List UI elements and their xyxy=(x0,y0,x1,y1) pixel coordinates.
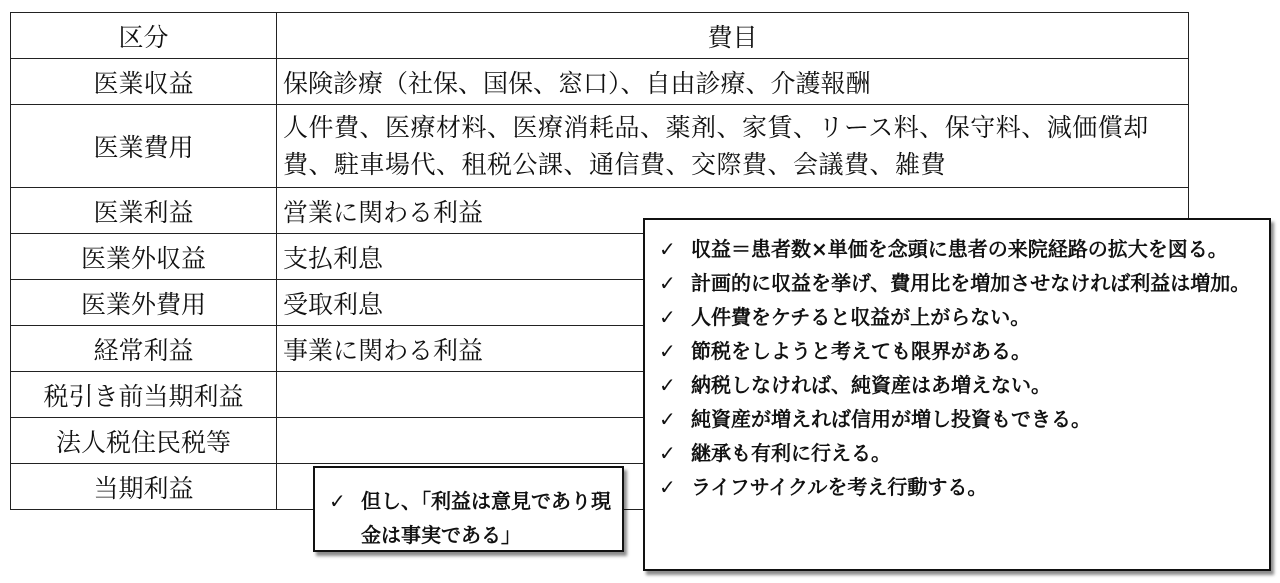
row-items: 支払利息 xyxy=(277,234,1189,280)
row-items: 事業に関わる利益 xyxy=(277,326,1189,372)
checkmark-icon: ✓ xyxy=(659,475,676,499)
row-category: 当期利益 xyxy=(11,464,277,510)
row-category: 税引き前当期利益 xyxy=(11,372,277,418)
note-text: 収益＝患者数×単価を念頭に患者の来院経路の拡大を図る。 xyxy=(691,237,1228,261)
header-category: 区分 xyxy=(11,13,277,59)
note-item xyxy=(659,470,1257,504)
checkmark-icon: ✓ xyxy=(659,373,676,397)
row-items: 保険診療（社保、国保、窓口）、自由診療、介護報酬 xyxy=(277,59,1189,105)
header-items: 費目 xyxy=(277,13,1189,59)
row-category: 医業収益 xyxy=(11,59,277,105)
note-text: 納税しなければ、純資産はあ増えない。 xyxy=(691,373,1051,397)
row-items: 受取利息 xyxy=(277,280,1189,326)
row-category: 経常利益 xyxy=(11,326,277,372)
quote-text: 但し、「利益は意見であり現金は事実である」 xyxy=(361,489,611,547)
note-item xyxy=(659,402,1257,436)
notes-callout xyxy=(643,218,1271,571)
note-text: 節税をしようと考えても限界がある。 xyxy=(691,339,1031,363)
table-header-row xyxy=(11,13,1189,59)
note-item xyxy=(659,266,1257,300)
row-category: 医業外収益 xyxy=(11,234,277,280)
checkmark-icon: ✓ xyxy=(659,339,676,363)
checkmark-icon: ✓ xyxy=(659,441,676,465)
checkmark-icon: ✓ xyxy=(659,407,676,431)
quote-callout xyxy=(313,466,624,552)
note-item xyxy=(659,300,1257,334)
note-item xyxy=(659,334,1257,368)
quote-item xyxy=(329,484,612,552)
note-text: ライフサイクルを考え行動する。 xyxy=(691,475,988,499)
row-category: 法人税住民税等 xyxy=(11,418,277,464)
note-item xyxy=(659,232,1257,266)
note-item xyxy=(659,368,1257,402)
table-row xyxy=(11,59,1189,105)
note-text: 人件費をケチると収益が上がらない。 xyxy=(691,305,1031,329)
checkmark-icon: ✓ xyxy=(659,305,676,329)
row-category: 医業費用 xyxy=(11,105,277,188)
note-item xyxy=(659,436,1257,470)
checkmark-icon: ✓ xyxy=(659,271,676,295)
note-text: 純資産が増えれば信用が増し投資もできる。 xyxy=(691,407,1091,431)
checkmark-icon: ✓ xyxy=(659,237,676,261)
table-row xyxy=(11,105,1189,188)
row-category: 医業利益 xyxy=(11,188,277,234)
row-items: 営業に関わる利益 xyxy=(277,188,1189,234)
note-text: 継承も有利に行える。 xyxy=(691,441,891,465)
row-items: 人件費、医療材料、医療消耗品、薬剤、家賃、リース料、保守料、減価償却費、駐車場代、租税公課、通信費、交際費、会議費、雑費 xyxy=(277,105,1189,188)
checkmark-icon: ✓ xyxy=(329,489,346,513)
note-text: 計画的に収益を挙げ、費用比を増加させなければ利益は増加。 xyxy=(691,271,1251,295)
row-category: 医業外費用 xyxy=(11,280,277,326)
